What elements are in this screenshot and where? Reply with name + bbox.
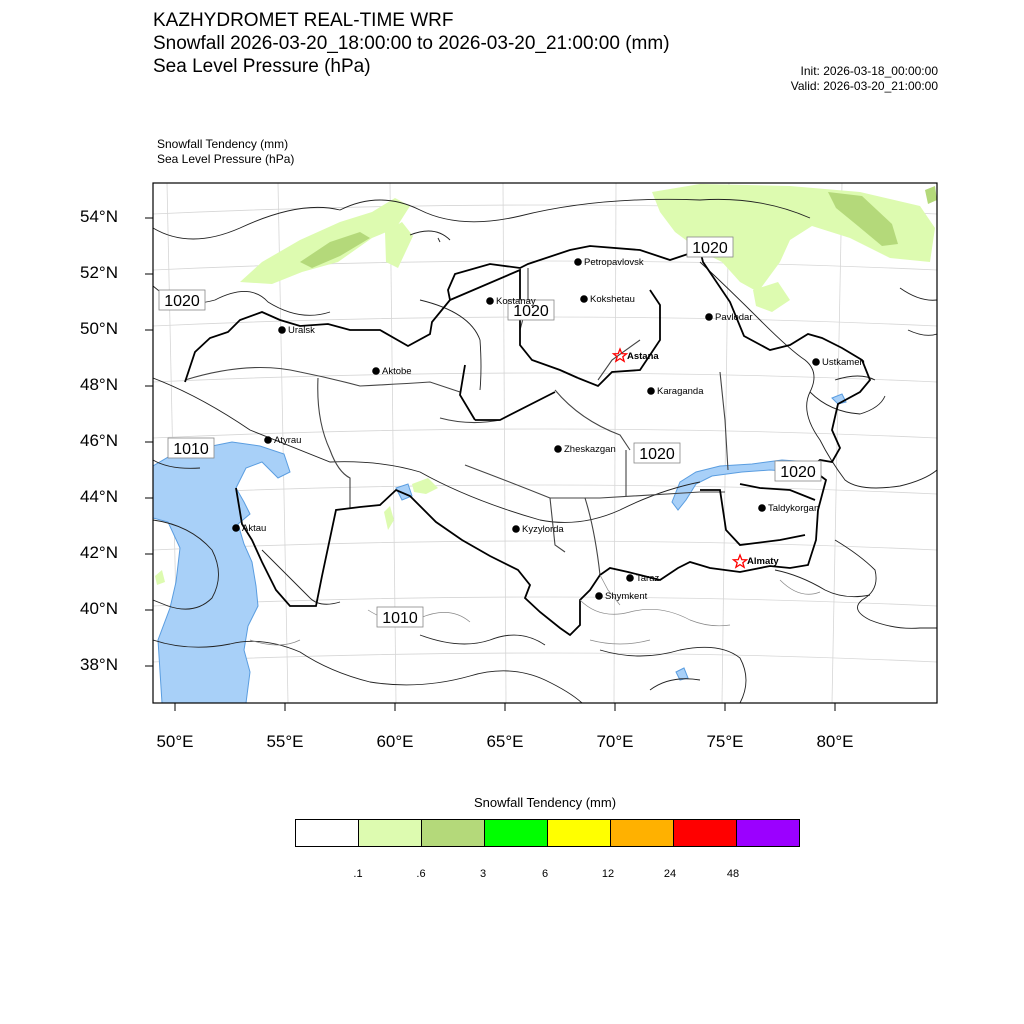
legend-swatch xyxy=(674,820,737,846)
svg-text:Kokshetau: Kokshetau xyxy=(590,294,635,305)
lon-label: 75°E xyxy=(706,732,744,751)
svg-text:1020: 1020 xyxy=(164,293,200,310)
city-astana xyxy=(614,349,660,362)
lat-label: 50°N xyxy=(80,319,118,338)
svg-text:Pavlodar: Pavlodar xyxy=(715,312,753,323)
legend-swatch xyxy=(611,820,674,846)
pressure-title: Sea Level Pressure (hPa) xyxy=(153,56,371,77)
svg-text:Atyrau: Atyrau xyxy=(274,435,302,446)
svg-text:Taraz: Taraz xyxy=(636,573,660,584)
city-atyrau xyxy=(264,435,301,446)
lat-label: 54°N xyxy=(80,207,118,226)
legend-tick: 48 xyxy=(726,868,740,880)
lat-label: 46°N xyxy=(80,431,118,450)
legend-tick: 24 xyxy=(663,868,677,880)
city-taldykorgan xyxy=(758,503,819,514)
city-petropavlovsk xyxy=(574,257,644,268)
svg-text:1020: 1020 xyxy=(639,446,675,463)
legend-tick: 3 xyxy=(479,868,487,880)
svg-text:Petropavlovsk: Petropavlovsk xyxy=(584,257,644,268)
isobar-label xyxy=(377,607,423,627)
isobar-label xyxy=(168,438,214,458)
svg-text:Almaty: Almaty xyxy=(747,556,779,567)
svg-text:Kyzylorda: Kyzylorda xyxy=(522,524,564,535)
field-label-snowfall: Snowfall Tendency (mm) xyxy=(157,137,289,151)
city-aktobe xyxy=(372,366,411,377)
svg-text:Astana: Astana xyxy=(627,351,659,362)
svg-text:Shymkent: Shymkent xyxy=(605,591,648,602)
lat-label: 44°N xyxy=(80,487,118,506)
init-time: Init: 2026-03-18_00:00:00 xyxy=(800,64,938,78)
svg-text:Karaganda: Karaganda xyxy=(657,386,704,397)
svg-text:Uralsk: Uralsk xyxy=(288,325,315,336)
svg-text:1020: 1020 xyxy=(780,464,816,481)
isobar-label xyxy=(159,290,205,310)
pressure-contour-labels xyxy=(159,237,821,627)
caspian-sea xyxy=(153,442,290,703)
svg-text:Kostanay: Kostanay xyxy=(496,296,536,307)
legend-swatch xyxy=(485,820,548,846)
legend-swatch xyxy=(737,820,799,846)
svg-text:1020: 1020 xyxy=(513,303,549,320)
lon-label: 65°E xyxy=(486,732,524,751)
svg-text:1010: 1010 xyxy=(382,610,418,627)
lon-label: 60°E xyxy=(376,732,414,751)
city-kokshetau xyxy=(580,294,635,305)
legend-swatch xyxy=(422,820,485,846)
snowfall-period-title: Snowfall 2026-03-20_18:00:00 to 2026-03-20_21:00:00 (mm) xyxy=(153,33,670,54)
lon-label: 80°E xyxy=(816,732,854,751)
svg-text:1020: 1020 xyxy=(692,240,728,257)
isobar-label xyxy=(634,443,680,463)
city-shymkent xyxy=(595,591,647,602)
water-bodies xyxy=(153,394,846,703)
legend-swatch xyxy=(296,820,359,846)
city-almaty xyxy=(734,555,780,567)
legend-colorbar xyxy=(295,819,800,847)
valid-time: Valid: 2026-03-20_21:00:00 xyxy=(790,79,938,93)
main-title: KAZHYDROMET REAL-TIME WRF xyxy=(153,10,454,31)
legend-tick: 12 xyxy=(601,868,615,880)
svg-text:Ustkamen: Ustkamen xyxy=(822,357,865,368)
isobar-label xyxy=(775,461,821,481)
svg-text:1010: 1010 xyxy=(173,441,209,458)
lon-label: 50°E xyxy=(156,732,194,751)
legend-tick: .1 xyxy=(353,868,363,880)
lat-label: 42°N xyxy=(80,543,118,562)
field-label-pressure: Sea Level Pressure (hPa) xyxy=(157,152,295,166)
svg-text:Aktau: Aktau xyxy=(242,523,267,534)
city-zheskazgan xyxy=(554,444,616,455)
lon-label: 70°E xyxy=(596,732,634,751)
isobar-label xyxy=(687,237,733,257)
svg-text:Zheskazgan: Zheskazgan xyxy=(564,444,616,455)
lon-label: 55°E xyxy=(266,732,304,751)
city-pavlodar xyxy=(705,312,752,323)
lat-label: 48°N xyxy=(80,375,118,394)
city-uralsk xyxy=(278,325,315,336)
city-kostanay xyxy=(486,296,536,307)
neighbour-borders xyxy=(250,575,820,645)
legend-title: Snowfall Tendency (mm) xyxy=(473,795,617,810)
city-taraz xyxy=(626,573,659,584)
city-kyzylorda xyxy=(512,524,564,535)
legend-swatch xyxy=(548,820,611,846)
svg-text:Taldykorgan: Taldykorgan xyxy=(768,503,820,514)
capital-star-icon xyxy=(734,555,747,567)
city-karaganda xyxy=(647,386,704,397)
lat-label: 52°N xyxy=(80,263,118,282)
legend-tick: .6 xyxy=(416,868,426,880)
lat-label: 40°N xyxy=(80,599,118,618)
legend-tick: 6 xyxy=(541,868,549,880)
legend-swatch xyxy=(359,820,422,846)
lat-label: 38°N xyxy=(80,655,118,674)
city-ustkamen xyxy=(812,357,865,368)
svg-text:Aktobe: Aktobe xyxy=(382,366,412,377)
